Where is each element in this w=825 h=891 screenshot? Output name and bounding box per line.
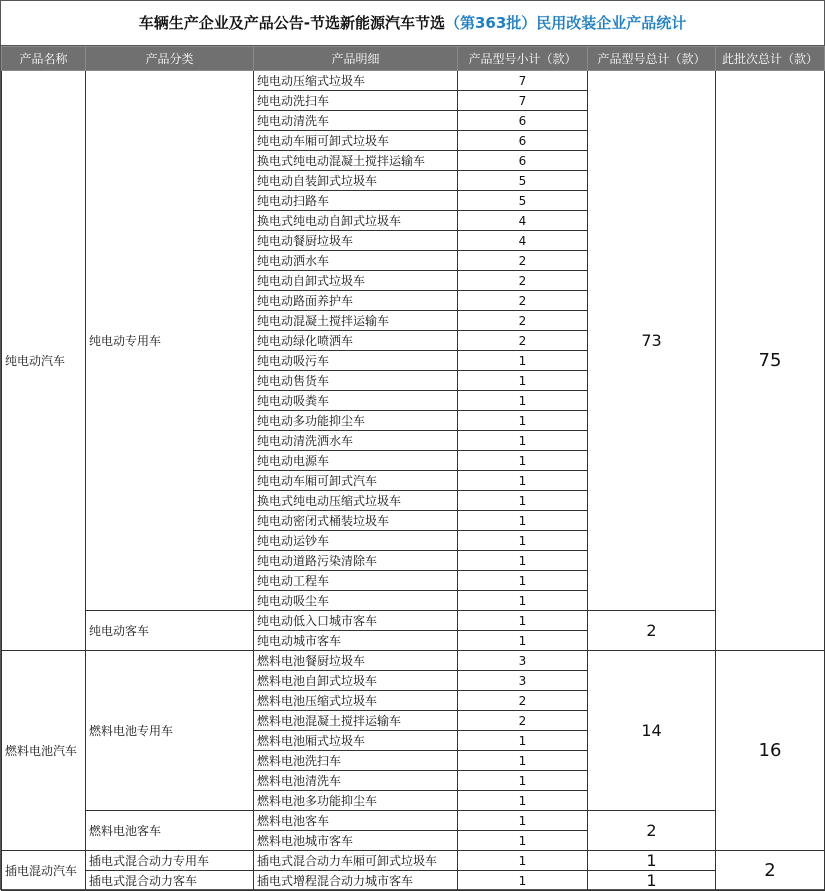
table-row xyxy=(2,811,825,831)
model-subtotal-cell: 1 xyxy=(458,731,588,751)
header-row xyxy=(2,47,825,71)
product-detail-cell: 燃料电池自卸式垃圾车 xyxy=(254,671,458,691)
product-detail-cell: 插电式增程混合动力城市客车 xyxy=(254,871,458,891)
model-subtotal-cell: 1 xyxy=(458,491,588,511)
model-subtotal-cell: 1 xyxy=(458,511,588,531)
product-detail-cell: 纯电动清洗车 xyxy=(254,111,458,131)
product-detail-cell: 纯电动售货车 xyxy=(254,371,458,391)
model-subtotal-cell: 6 xyxy=(458,151,588,171)
product-detail-cell: 换电式纯电动混凝土搅拌运输车 xyxy=(254,151,458,171)
product-detail-cell: 纯电动道路污染清除车 xyxy=(254,551,458,571)
model-subtotal-cell: 1 xyxy=(458,471,588,491)
header-product-category: 产品分类 xyxy=(86,47,254,71)
product-name-cell: 燃料电池汽车 xyxy=(2,651,86,851)
product-detail-cell: 纯电动洒水车 xyxy=(254,251,458,271)
header-product-detail: 产品明细 xyxy=(254,47,458,71)
product-detail-cell: 纯电动清洗洒水车 xyxy=(254,431,458,451)
product-name-cell: 纯电动汽车 xyxy=(2,71,86,651)
model-total-cell: 2 xyxy=(588,811,716,851)
model-subtotal-cell: 2 xyxy=(458,291,588,311)
table-body xyxy=(2,71,825,891)
model-subtotal-cell: 1 xyxy=(458,571,588,591)
product-detail-cell: 纯电动扫路车 xyxy=(254,191,458,211)
product-detail-cell: 纯电动自卸式垃圾车 xyxy=(254,271,458,291)
model-subtotal-cell: 2 xyxy=(458,711,588,731)
model-subtotal-cell: 1 xyxy=(458,371,588,391)
page-title xyxy=(1,1,824,46)
model-subtotal-cell: 1 xyxy=(458,411,588,431)
model-subtotal-cell: 7 xyxy=(458,91,588,111)
product-detail-cell: 燃料电池餐厨垃圾车 xyxy=(254,651,458,671)
model-subtotal-cell: 6 xyxy=(458,111,588,131)
product-detail-cell: 纯电动吸粪车 xyxy=(254,391,458,411)
model-subtotal-cell: 1 xyxy=(458,591,588,611)
model-subtotal-cell: 1 xyxy=(458,811,588,831)
title-main: 车辆生产企业及产品公告-节选新能源汽车节选 xyxy=(138,14,445,32)
product-detail-cell: 换电式纯电动自卸式垃圾车 xyxy=(254,211,458,231)
model-subtotal-cell: 2 xyxy=(458,691,588,711)
table-row xyxy=(2,611,825,631)
model-subtotal-cell: 1 xyxy=(458,791,588,811)
product-detail-cell: 燃料电池厢式垃圾车 xyxy=(254,731,458,751)
model-subtotal-cell: 4 xyxy=(458,211,588,231)
product-detail-cell: 纯电动车厢可卸式垃圾车 xyxy=(254,131,458,151)
header-batch-total: 此批次总计（款） xyxy=(716,47,825,71)
product-detail-cell: 换电式纯电动压缩式垃圾车 xyxy=(254,491,458,511)
product-detail-cell: 纯电动餐厨垃圾车 xyxy=(254,231,458,251)
product-detail-cell: 燃料电池客车 xyxy=(254,811,458,831)
product-detail-cell: 燃料电池压缩式垃圾车 xyxy=(254,691,458,711)
model-subtotal-cell: 4 xyxy=(458,231,588,251)
model-subtotal-cell: 1 xyxy=(458,351,588,371)
product-category-cell: 燃料电池客车 xyxy=(86,811,254,851)
model-subtotal-cell: 1 xyxy=(458,851,588,871)
model-subtotal-cell: 2 xyxy=(458,331,588,351)
product-detail-cell: 纯电动多功能抑尘车 xyxy=(254,411,458,431)
stats-table xyxy=(1,46,825,891)
header-model-total: 产品型号总计（款） xyxy=(588,47,716,71)
batch-total-cell: 75 xyxy=(716,71,825,651)
model-subtotal-cell: 5 xyxy=(458,191,588,211)
title-highlight: （第363批）民用改装企业产品统计 xyxy=(444,14,687,32)
model-subtotal-cell: 1 xyxy=(458,451,588,471)
product-name-cell: 插电混动汽车 xyxy=(2,851,86,891)
product-detail-cell: 燃料电池洗扫车 xyxy=(254,751,458,771)
model-subtotal-cell: 2 xyxy=(458,251,588,271)
model-subtotal-cell: 5 xyxy=(458,171,588,191)
header-product-name: 产品名称 xyxy=(2,47,86,71)
header-model-subtotal: 产品型号小计（款） xyxy=(458,47,588,71)
product-detail-cell: 纯电动压缩式垃圾车 xyxy=(254,71,458,91)
model-total-cell: 73 xyxy=(588,71,716,611)
model-subtotal-cell: 3 xyxy=(458,671,588,691)
model-subtotal-cell: 2 xyxy=(458,271,588,291)
product-detail-cell: 纯电动运钞车 xyxy=(254,531,458,551)
batch-total-cell: 16 xyxy=(716,651,825,851)
product-detail-cell: 纯电动吸尘车 xyxy=(254,591,458,611)
model-subtotal-cell: 1 xyxy=(458,871,588,891)
product-detail-cell: 纯电动电源车 xyxy=(254,451,458,471)
table-row xyxy=(2,851,825,871)
product-detail-cell: 纯电动洗扫车 xyxy=(254,91,458,111)
product-category-cell: 纯电动专用车 xyxy=(86,71,254,611)
product-detail-cell: 纯电动混凝土搅拌运输车 xyxy=(254,311,458,331)
table-row xyxy=(2,871,825,891)
model-subtotal-cell: 1 xyxy=(458,631,588,651)
table-row xyxy=(2,71,825,91)
model-total-cell: 1 xyxy=(588,851,716,871)
product-detail-cell: 纯电动城市客车 xyxy=(254,631,458,651)
model-subtotal-cell: 1 xyxy=(458,831,588,851)
model-subtotal-cell: 6 xyxy=(458,131,588,151)
product-detail-cell: 燃料电池城市客车 xyxy=(254,831,458,851)
product-detail-cell: 纯电动绿化喷洒车 xyxy=(254,331,458,351)
model-subtotal-cell: 1 xyxy=(458,551,588,571)
model-total-cell: 14 xyxy=(588,651,716,811)
model-subtotal-cell: 1 xyxy=(458,431,588,451)
model-subtotal-cell: 7 xyxy=(458,71,588,91)
product-detail-cell: 燃料电池多功能抑尘车 xyxy=(254,791,458,811)
product-detail-cell: 燃料电池混凝土搅拌运输车 xyxy=(254,711,458,731)
product-detail-cell: 纯电动路面养护车 xyxy=(254,291,458,311)
product-detail-cell: 纯电动车厢可卸式汽车 xyxy=(254,471,458,491)
model-subtotal-cell: 1 xyxy=(458,611,588,631)
model-subtotal-cell: 1 xyxy=(458,531,588,551)
product-detail-cell: 燃料电池清洗车 xyxy=(254,771,458,791)
model-total-cell: 1 xyxy=(588,871,716,891)
product-category-cell: 插电式混合动力专用车 xyxy=(86,851,254,871)
product-detail-cell: 纯电动密闭式桶装垃圾车 xyxy=(254,511,458,531)
model-subtotal-cell: 1 xyxy=(458,771,588,791)
model-subtotal-cell: 2 xyxy=(458,311,588,331)
product-detail-cell: 纯电动工程车 xyxy=(254,571,458,591)
model-total-cell: 2 xyxy=(588,611,716,651)
product-detail-cell: 纯电动低入口城市客车 xyxy=(254,611,458,631)
product-category-cell: 纯电动客车 xyxy=(86,611,254,651)
product-detail-cell: 插电式混合动力车厢可卸式垃圾车 xyxy=(254,851,458,871)
table-row xyxy=(2,651,825,671)
model-subtotal-cell: 1 xyxy=(458,751,588,771)
product-detail-cell: 纯电动自装卸式垃圾车 xyxy=(254,171,458,191)
batch-total-cell: 2 xyxy=(716,851,825,891)
product-detail-cell: 纯电动吸污车 xyxy=(254,351,458,371)
model-subtotal-cell: 3 xyxy=(458,651,588,671)
model-subtotal-cell: 1 xyxy=(458,391,588,411)
product-category-cell: 插电式混合动力客车 xyxy=(86,871,254,891)
product-category-cell: 燃料电池专用车 xyxy=(86,651,254,811)
